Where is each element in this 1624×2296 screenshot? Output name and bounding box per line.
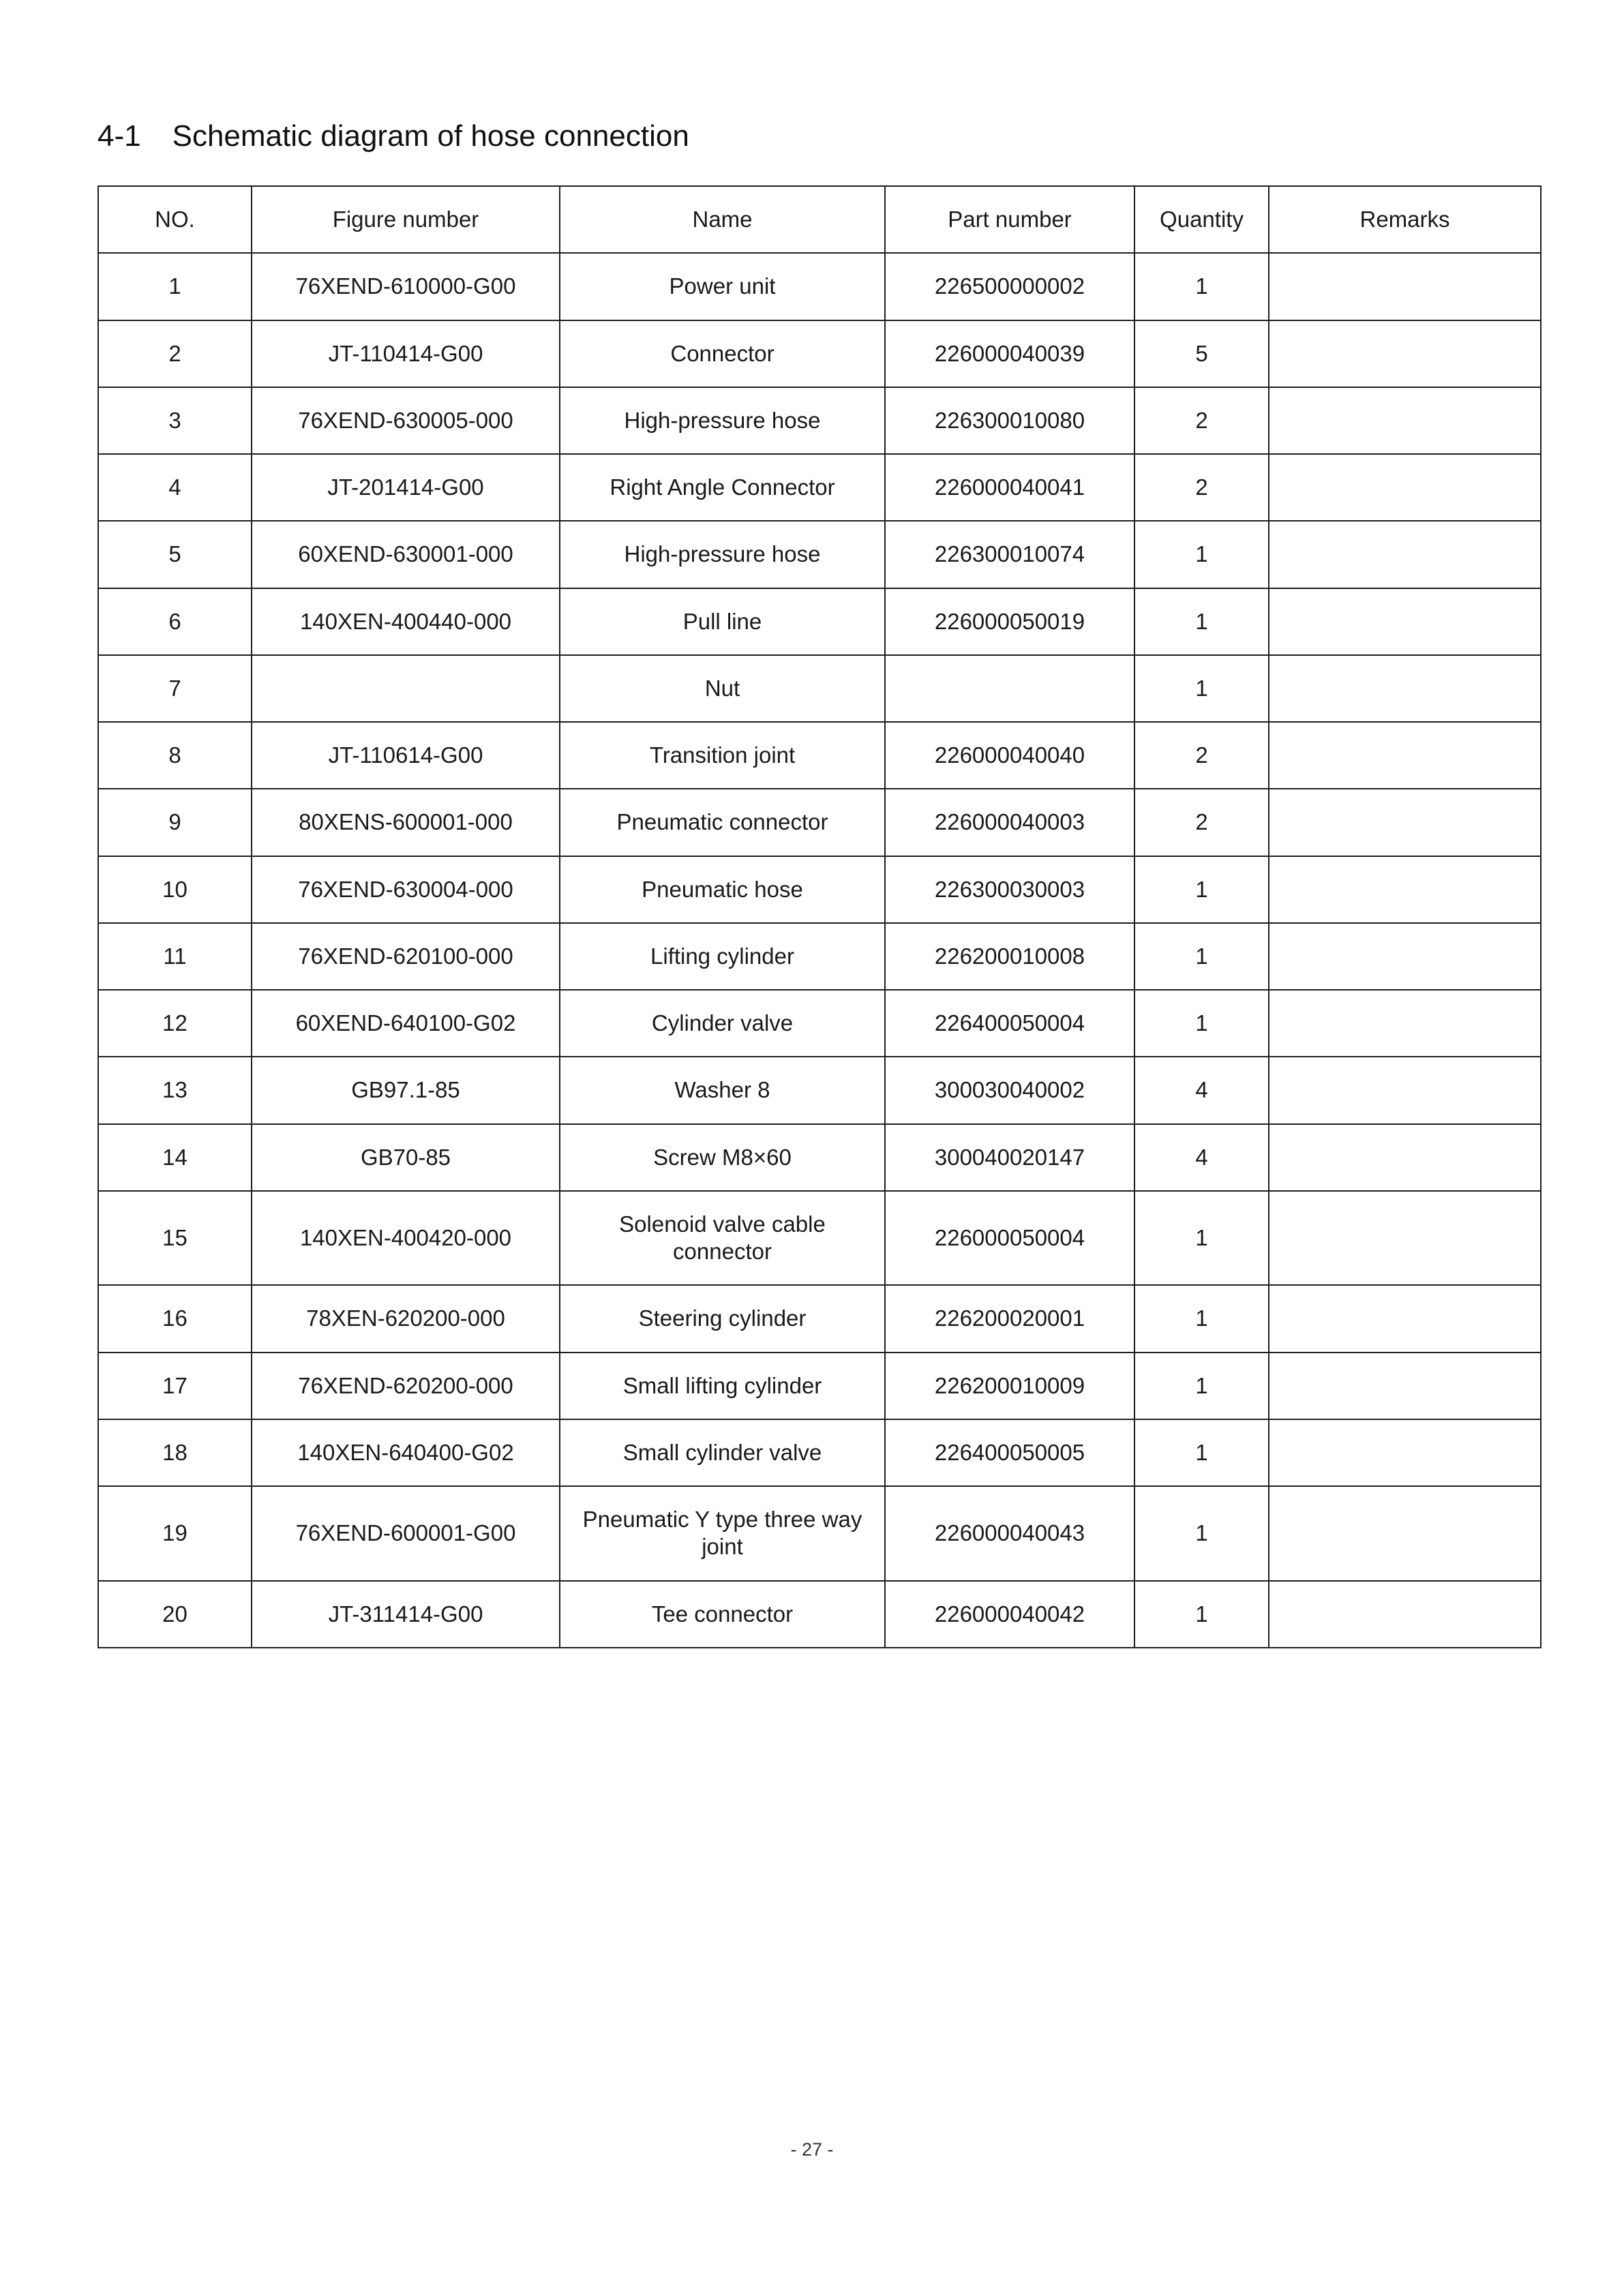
table-cell: 226000040003 [885,789,1134,856]
table-cell: 80XENS-600001-000 [252,789,560,856]
table-row [98,1419,1541,1486]
table-cell: 226200010008 [885,923,1134,990]
table-cell [1269,789,1541,856]
table-cell [1269,1486,1541,1581]
table-cell: 2 [1134,454,1269,521]
table-cell [885,655,1134,722]
table-row [98,521,1541,588]
table-cell: 1 [1134,1486,1269,1581]
table-cell: Right Angle Connector [560,454,885,521]
table-cell: High-pressure hose [560,521,885,588]
table-cell: 226200010009 [885,1353,1134,1419]
table-cell: 226300030003 [885,856,1134,923]
table-row [98,1191,1541,1286]
table-cell [1269,454,1541,521]
table-row [98,655,1541,722]
page-number: - 27 - [790,2139,834,2160]
table-cell: JT-110414-G00 [252,320,560,387]
table-cell: 300040020147 [885,1124,1134,1191]
column-header: Quantity [1134,186,1269,253]
table-cell: 7 [98,655,252,722]
table-cell: 17 [98,1353,252,1419]
table-cell: 60XEND-640100-G02 [252,990,560,1057]
table-cell [1269,1191,1541,1286]
table-cell [1269,588,1541,655]
table-cell: 226300010080 [885,387,1134,454]
table-cell: 300030040002 [885,1057,1134,1123]
table-cell: 2 [1134,789,1269,856]
table-cell: JT-201414-G00 [252,454,560,521]
table-cell: 4 [98,454,252,521]
column-header: NO. [98,186,252,253]
table-cell [1269,856,1541,923]
table-cell: Tee connector [560,1581,885,1648]
table-cell: Lifting cylinder [560,923,885,990]
table-row [98,320,1541,387]
table-cell: 1 [1134,655,1269,722]
table-cell: 76XEND-610000-G00 [252,253,560,320]
table-cell: Connector [560,320,885,387]
table-cell: 226300010074 [885,521,1134,588]
table-cell: 2 [98,320,252,387]
table-cell: 1 [98,253,252,320]
table-cell [1269,1353,1541,1419]
table-cell: 76XEND-620100-000 [252,923,560,990]
table-row [98,387,1541,454]
table-row [98,990,1541,1057]
table-cell: Steering cylinder [560,1285,885,1352]
table-cell: 19 [98,1486,252,1581]
table-cell: Pneumatic Y type three way joint [560,1486,885,1581]
table-cell: 60XEND-630001-000 [252,521,560,588]
table-cell [1269,1285,1541,1352]
table-row [98,1285,1541,1352]
section-number: 4-1 [97,119,141,153]
table-cell: 9 [98,789,252,856]
table-cell [1269,990,1541,1057]
table-cell: 18 [98,1419,252,1486]
table-cell: Screw M8×60 [560,1124,885,1191]
table-row [98,1353,1541,1419]
table-cell: 11 [98,923,252,990]
table-cell: 4 [1134,1057,1269,1123]
table-cell: 20 [98,1581,252,1648]
table-body [98,253,1541,1648]
table-cell: Nut [560,655,885,722]
table-cell: 140XEN-640400-G02 [252,1419,560,1486]
table-cell: 1 [1134,521,1269,588]
table-cell: 226400050004 [885,990,1134,1057]
table-cell: JT-311414-G00 [252,1581,560,1648]
table-cell: JT-110614-G00 [252,722,560,789]
table-cell: 1 [1134,1419,1269,1486]
table-cell: 76XEND-600001-G00 [252,1486,560,1581]
column-header: Name [560,186,885,253]
table-cell: 1 [1134,856,1269,923]
table-cell: Pull line [560,588,885,655]
parts-table [97,185,1542,1648]
column-header: Part number [885,186,1134,253]
table-cell: Washer 8 [560,1057,885,1123]
table-cell: 1 [1134,1285,1269,1352]
table-cell [1269,1419,1541,1486]
table-cell [1269,923,1541,990]
table-cell: Power unit [560,253,885,320]
table-row [98,789,1541,856]
table-cell: 1 [1134,923,1269,990]
table-cell: 5 [1134,320,1269,387]
table-cell [1269,722,1541,789]
table-cell: 226000040039 [885,320,1134,387]
table-cell: 2 [1134,722,1269,789]
table-row [98,1486,1541,1581]
table-cell: 1 [1134,1353,1269,1419]
table-cell: 140XEN-400420-000 [252,1191,560,1286]
table-cell: Pneumatic hose [560,856,885,923]
table-cell [1269,1057,1541,1123]
table-cell: Small cylinder valve [560,1419,885,1486]
table-cell [1269,1124,1541,1191]
table-cell: 226000040042 [885,1581,1134,1648]
table-cell: Transition joint [560,722,885,789]
table-cell: Pneumatic connector [560,789,885,856]
column-header: Figure number [252,186,560,253]
table-cell: 4 [1134,1124,1269,1191]
table-cell: 226200020001 [885,1285,1134,1352]
table-cell: 226500000002 [885,253,1134,320]
table-cell: 1 [1134,588,1269,655]
table-cell: 226000040043 [885,1486,1134,1581]
table-row [98,454,1541,521]
table-row [98,1057,1541,1123]
table-row [98,856,1541,923]
table-cell: 10 [98,856,252,923]
table-cell: 6 [98,588,252,655]
table-row [98,923,1541,990]
table-cell: 13 [98,1057,252,1123]
column-header: Remarks [1269,186,1541,253]
table-cell [252,655,560,722]
table-cell: 140XEN-400440-000 [252,588,560,655]
table-cell [1269,387,1541,454]
table-row [98,722,1541,789]
table-cell: 2 [1134,387,1269,454]
table-cell: 1 [1134,990,1269,1057]
table-cell: High-pressure hose [560,387,885,454]
table-cell: Cylinder valve [560,990,885,1057]
table-cell: 226000040040 [885,722,1134,789]
table-cell [1269,521,1541,588]
table-row [98,1581,1541,1648]
table-cell: 8 [98,722,252,789]
table-cell [1269,320,1541,387]
table-cell: 226000050004 [885,1191,1134,1286]
table-cell [1269,1581,1541,1648]
table-cell: 1 [1134,1191,1269,1286]
table-row [98,253,1541,320]
table-cell: 16 [98,1285,252,1352]
table-cell: 1 [1134,253,1269,320]
table-cell: 78XEN-620200-000 [252,1285,560,1352]
table-cell: 76XEND-630005-000 [252,387,560,454]
table-cell: 15 [98,1191,252,1286]
table-cell: 14 [98,1124,252,1191]
section-title-text: Schematic diagram of hose connection [172,119,689,153]
table-cell [1269,655,1541,722]
table-cell: 226400050005 [885,1419,1134,1486]
table-cell: 226000050019 [885,588,1134,655]
table-row [98,588,1541,655]
table-row [98,1124,1541,1191]
table-cell [1269,253,1541,320]
table-header-row [98,186,1541,253]
table-cell: GB70-85 [252,1124,560,1191]
table-cell: 76XEND-630004-000 [252,856,560,923]
table-cell: 226000040041 [885,454,1134,521]
table-cell: GB97.1-85 [252,1057,560,1123]
table-cell: 3 [98,387,252,454]
section-title [97,119,689,153]
table-cell: 5 [98,521,252,588]
table-cell: Small lifting cylinder [560,1353,885,1419]
table-cell: 12 [98,990,252,1057]
table-cell: 76XEND-620200-000 [252,1353,560,1419]
table-cell: Solenoid valve cable connector [560,1191,885,1286]
table-cell: 1 [1134,1581,1269,1648]
